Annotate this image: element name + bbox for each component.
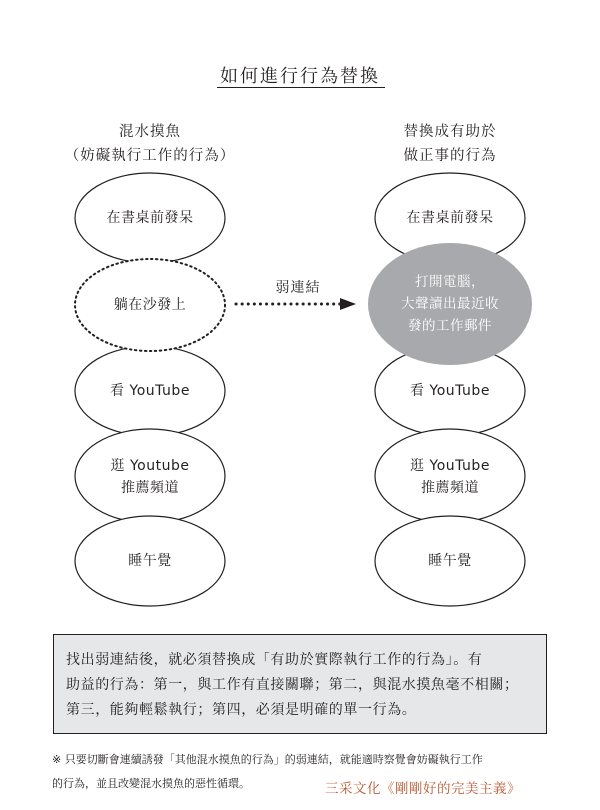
right-node-2-line-3: 發的工作郵件 (408, 318, 492, 334)
right-node-3-label (375, 380, 525, 402)
left-node-4-line-2: 推薦頻道 (121, 480, 179, 496)
left-node-5-label (75, 550, 225, 572)
right-node-4-line-1: 逛 YouTube (410, 458, 490, 474)
summary-line-3: 第三，能夠輕鬆執行；第四，必須是明確的單一行為。 (66, 702, 417, 718)
right-node-3-line-1: 看 YouTube (410, 383, 490, 399)
left-node-2-line-1: 躺在沙發上 (113, 297, 187, 313)
left-node-3-line-1: 看 YouTube (110, 383, 190, 399)
left-node-2-label (75, 294, 225, 316)
summary-text (66, 648, 538, 723)
right-heading-line1: 替換成有助於 (403, 124, 497, 140)
summary-line-1: 找出弱連結後，就必須替換成「有助於實際執行工作的行為」。有 (66, 652, 483, 668)
right-node-2-line-1: 打開電腦， (415, 274, 485, 290)
publisher-credit: 三采文化《剛剛好的完美主義》 (325, 781, 521, 797)
left-node-4-line-1: 逛 Youtube (110, 458, 190, 474)
right-node-2-label (370, 271, 530, 337)
right-node-4-label (375, 455, 525, 499)
weak-link-arrowhead (340, 298, 356, 310)
summary-line-2: 助益的行為：第一，與工作有直接關聯；第二，與混水摸魚毫不相關； (66, 677, 519, 693)
right-heading-line2: 做正事的行為 (403, 148, 497, 164)
left-node-4-label (75, 455, 225, 499)
right-node-1-line-1: 在書桌前發呆 (406, 210, 494, 226)
left-node-1-label (75, 207, 225, 229)
right-node-5-label (375, 550, 525, 572)
left-heading-line1: 混水摸魚 (119, 124, 181, 140)
right-node-1-label (375, 207, 525, 229)
footnote-line-2: 的行為，並且改變混水摸魚的惡性循環。 (52, 777, 250, 790)
left-node-1-line-1: 在書桌前發呆 (106, 210, 194, 226)
left-heading-line2: （妨礙執行工作的行為） (64, 148, 236, 164)
left-node-5-line-1: 睡午覺 (128, 553, 172, 569)
right-node-2-line-2: 大聲讀出最近收 (401, 296, 499, 312)
page-title: 如何進行行為替換 (220, 66, 380, 87)
left-node-3-label (75, 380, 225, 402)
right-node-4-line-2: 推薦頻道 (421, 480, 479, 496)
footnote-line-1: ※ 只要切斷會連續誘發「其他混水摸魚的行為」的弱連結，就能適時察覺會妨礙執行工作 (52, 753, 483, 766)
weak-link-label: 弱連結 (275, 280, 321, 296)
right-node-5-line-1: 睡午覺 (428, 553, 472, 569)
